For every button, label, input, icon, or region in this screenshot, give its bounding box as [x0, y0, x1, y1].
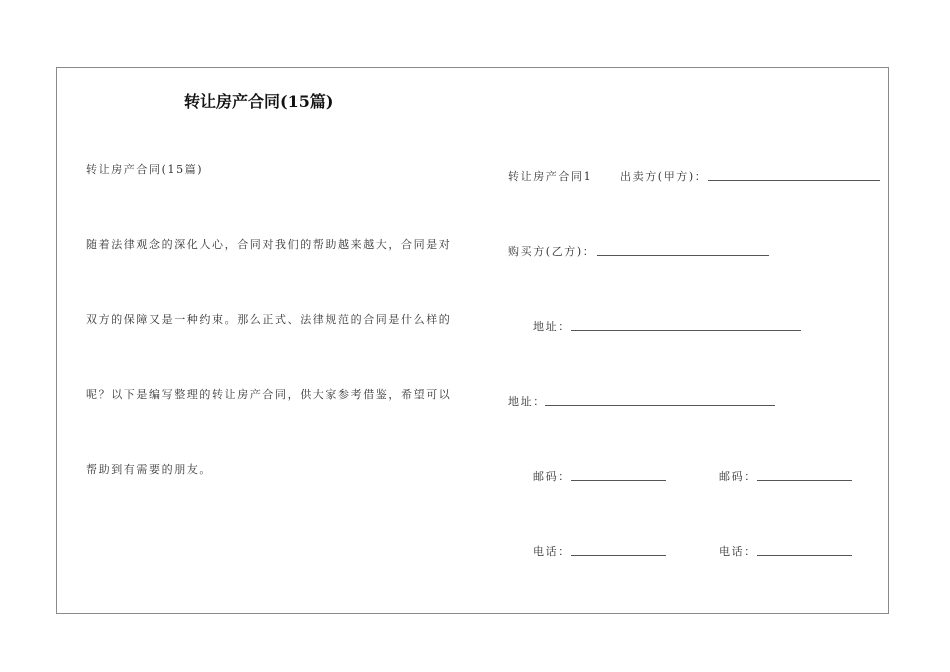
subtitle: 转让房产合同(15篇) — [86, 163, 204, 176]
contract-heading: 转让房产合同1 — [508, 170, 593, 183]
page-border — [56, 67, 889, 614]
seller-blank-line — [708, 180, 880, 181]
phone-label-seller: 电话： — [533, 545, 571, 558]
address-label-buyer: 地址： — [508, 395, 546, 408]
phone-blank-line-buyer — [757, 555, 852, 556]
postcode-label-seller: 邮码： — [533, 470, 571, 483]
postcode-label-buyer: 邮码： — [719, 470, 757, 483]
page-title: 转让房产合同(15篇) — [184, 92, 334, 111]
buyer-blank-line — [597, 255, 769, 256]
postcode-blank-line-buyer — [757, 480, 852, 481]
address-blank-line-seller — [571, 330, 801, 331]
paragraph-line-3: 呢？以下是编写整理的转让房产合同，供大家参考借鉴，希望可以 — [86, 388, 452, 401]
paragraph-line-2: 双方的保障又是一种约束。那么正式、法律规范的合同是什么样的 — [86, 313, 452, 326]
phone-blank-line-seller — [571, 555, 666, 556]
buyer-label: 购买方(乙方)： — [508, 245, 596, 258]
address-blank-line-buyer — [545, 405, 775, 406]
paragraph-line-1: 随着法律观念的深化人心，合同对我们的帮助越来越大，合同是对 — [86, 238, 452, 251]
address-label-seller: 地址： — [533, 320, 571, 333]
postcode-blank-line-seller — [571, 480, 666, 481]
phone-label-buyer: 电话： — [719, 545, 757, 558]
seller-label: 出卖方(甲方)： — [620, 170, 708, 183]
paragraph-line-4: 帮助到有需要的朋友。 — [86, 463, 212, 476]
